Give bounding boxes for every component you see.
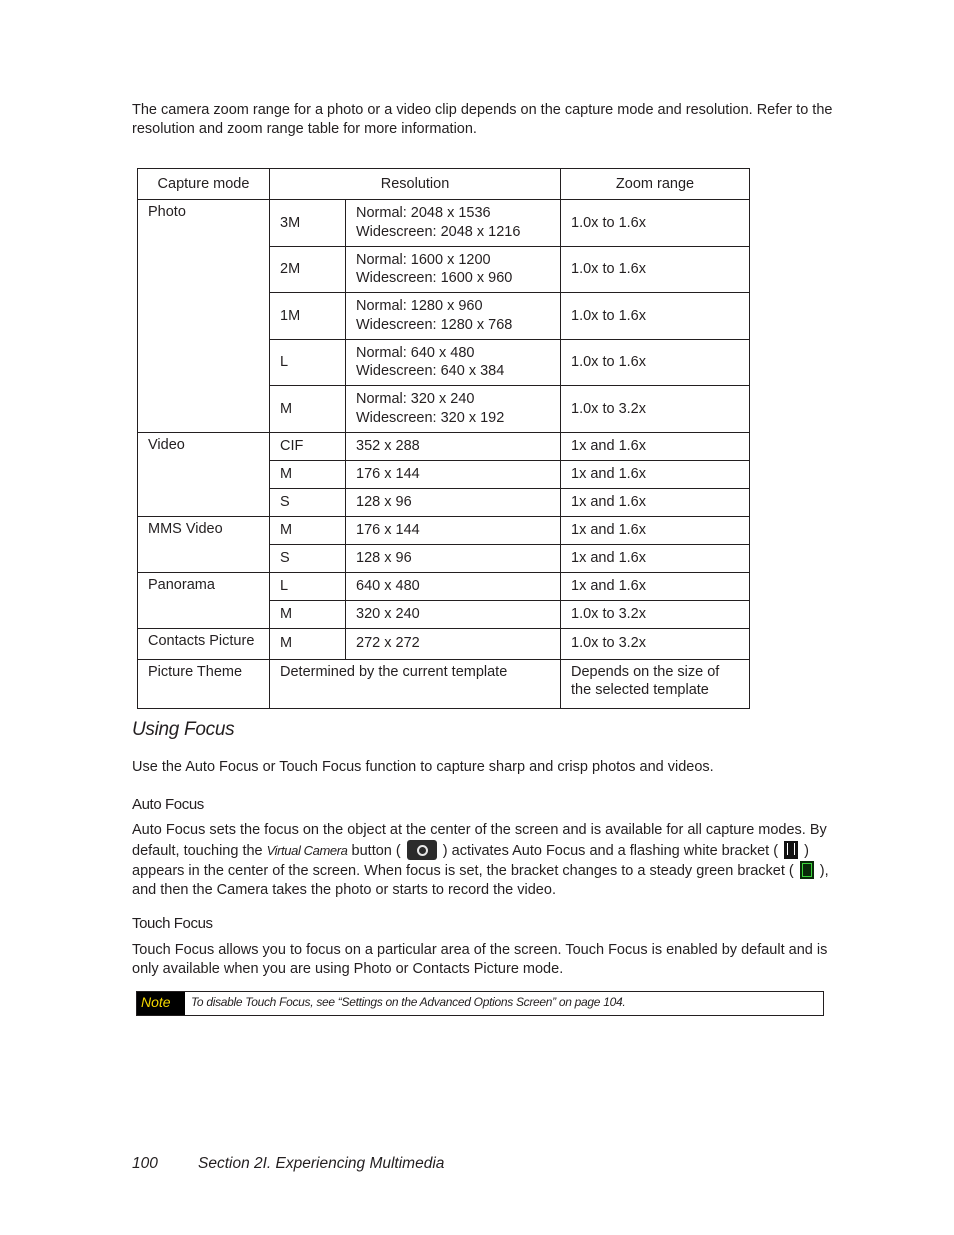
header-capture-mode: Capture mode	[138, 169, 270, 200]
table-row	[138, 572, 750, 600]
zoom-cell: 1.0x to 3.2x	[561, 600, 750, 628]
resolution-normal: Normal: 1600 x 1200	[356, 251, 491, 268]
size-cell: S	[270, 488, 346, 516]
auto-focus-heading: Auto Focus	[132, 796, 204, 813]
note-box	[136, 991, 824, 1016]
focus-intro-paragraph: Use the Auto Focus or Touch Focus function to capture sharp and crisp photos and videos.	[132, 759, 714, 775]
size-cell: 1M	[270, 293, 346, 340]
resolution-cell: 352 x 288	[346, 432, 561, 460]
header-zoom-range: Zoom range	[561, 169, 750, 200]
auto-focus-paragraph	[132, 821, 838, 900]
zoom-cell: 1x and 1.6x	[561, 460, 750, 488]
resolution-cell	[346, 386, 561, 433]
touch-focus-paragraph: Touch Focus allows you to focus on a particular area of the screen. Touch Focus is enabled by default and is only available when you are using Photo or Contacts Picture mode.	[132, 942, 828, 977]
virtual-camera-term: Virtual Camera	[266, 843, 348, 858]
table-row	[138, 628, 750, 659]
size-cell: M	[270, 460, 346, 488]
resolution-widescreen: Widescreen: 2048 x 1216	[356, 223, 521, 240]
resolution-normal: Normal: 320 x 240	[356, 391, 475, 408]
header-resolution: Resolution	[270, 169, 561, 200]
zoom-cell: 1x and 1.6x	[561, 432, 750, 460]
mode-cell: Picture Theme	[138, 659, 270, 708]
zoom-cell: 1.0x to 1.6x	[561, 246, 750, 293]
table-row	[138, 659, 750, 708]
zoom-cell: 1x and 1.6x	[561, 516, 750, 544]
zoom-cell: 1.0x to 1.6x	[561, 200, 750, 247]
auto-focus-text-4: ) appears in the center of the screen. When focus is set, the bracket changes to a steady green bracket (	[132, 843, 809, 879]
resolution-cell	[346, 246, 561, 293]
note-text: To disable Touch Focus, see “Settings on the Advanced Options Screen” on page 104.	[191, 995, 626, 1009]
resolution-cell: 320 x 240	[346, 600, 561, 628]
size-cell: L	[270, 339, 346, 386]
camera-button-icon	[407, 840, 437, 860]
resolution-widescreen: Widescreen: 1280 x 768	[356, 316, 513, 333]
using-focus-heading: Using Focus	[132, 719, 235, 740]
mode-cell: Video	[138, 432, 270, 516]
size-cell: CIF	[270, 432, 346, 460]
zoom-cell: 1x and 1.6x	[561, 544, 750, 572]
resolution-cell	[346, 200, 561, 247]
auto-focus-text-3: ) activates Auto Focus and a flashing white bracket (	[438, 843, 783, 859]
zoom-cell: 1x and 1.6x	[561, 488, 750, 516]
table-row	[138, 432, 750, 460]
zoom-cell: 1.0x to 3.2x	[561, 628, 750, 659]
size-cell: M	[270, 516, 346, 544]
note-label: Note	[137, 992, 185, 1015]
size-cell: 3M	[270, 200, 346, 247]
auto-focus-text-2: button (	[347, 843, 405, 859]
size-cell: M	[270, 628, 346, 659]
resolution-cell: 640 x 480	[346, 572, 561, 600]
zoom-cell: 1.0x to 3.2x	[561, 386, 750, 433]
size-cell: 2M	[270, 246, 346, 293]
resolution-widescreen: Widescreen: 1600 x 960	[356, 270, 513, 287]
zoom-line-2: the selected template	[571, 682, 709, 698]
size-cell: M	[270, 600, 346, 628]
auto-focus-text-1: Auto Focus sets the focus on the object at the center of the screen and is available for all capture modes. By default, touching the	[132, 822, 827, 859]
resolution-widescreen: Widescreen: 640 x 384	[356, 363, 505, 380]
footer-section-title: Section 2I. Experiencing Multimedia	[198, 1155, 445, 1172]
intro-paragraph: The camera zoom range for a photo or a video clip depends on the capture mode and resolution. Refer to the resolution and zoom range table for more information.	[132, 102, 833, 137]
size-cell: S	[270, 544, 346, 572]
table-row	[138, 200, 750, 247]
resolution-cell: 128 x 96	[346, 544, 561, 572]
touch-focus-heading: Touch Focus	[132, 915, 213, 932]
zoom-line-1: Depends on the size of	[571, 663, 720, 680]
size-cell: L	[270, 572, 346, 600]
zoom-range-table	[137, 168, 750, 709]
resolution-widescreen: Widescreen: 320 x 192	[356, 409, 505, 426]
auto-focus-text-5: ), and then the Camera takes the photo or starts to record the video.	[132, 863, 829, 898]
zoom-cell: 1.0x to 1.6x	[561, 293, 750, 340]
resolution-normal: Normal: 2048 x 1536	[356, 205, 491, 222]
white-bracket-icon	[784, 841, 798, 859]
zoom-cell	[561, 659, 750, 708]
mode-cell: Photo	[138, 200, 270, 433]
mode-cell: Panorama	[138, 572, 270, 628]
resolution-cell	[346, 293, 561, 340]
table-header-row	[138, 169, 750, 200]
table-row	[138, 516, 750, 544]
zoom-cell: 1x and 1.6x	[561, 572, 750, 600]
green-bracket-icon	[800, 861, 814, 879]
mode-cell: MMS Video	[138, 516, 270, 572]
page-number: 100	[132, 1155, 158, 1172]
zoom-cell: 1.0x to 1.6x	[561, 339, 750, 386]
resolution-cell	[346, 339, 561, 386]
resolution-cell: 176 x 144	[346, 460, 561, 488]
resolution-normal: Normal: 640 x 480	[356, 344, 475, 361]
resolution-normal: Normal: 1280 x 960	[356, 298, 483, 315]
resolution-cell: 176 x 144	[346, 516, 561, 544]
size-cell: M	[270, 386, 346, 433]
resolution-cell: 128 x 96	[346, 488, 561, 516]
mode-cell: Contacts Picture	[138, 628, 270, 659]
resolution-cell: 272 x 272	[346, 628, 561, 659]
resolution-cell: Determined by the current template	[270, 659, 561, 708]
